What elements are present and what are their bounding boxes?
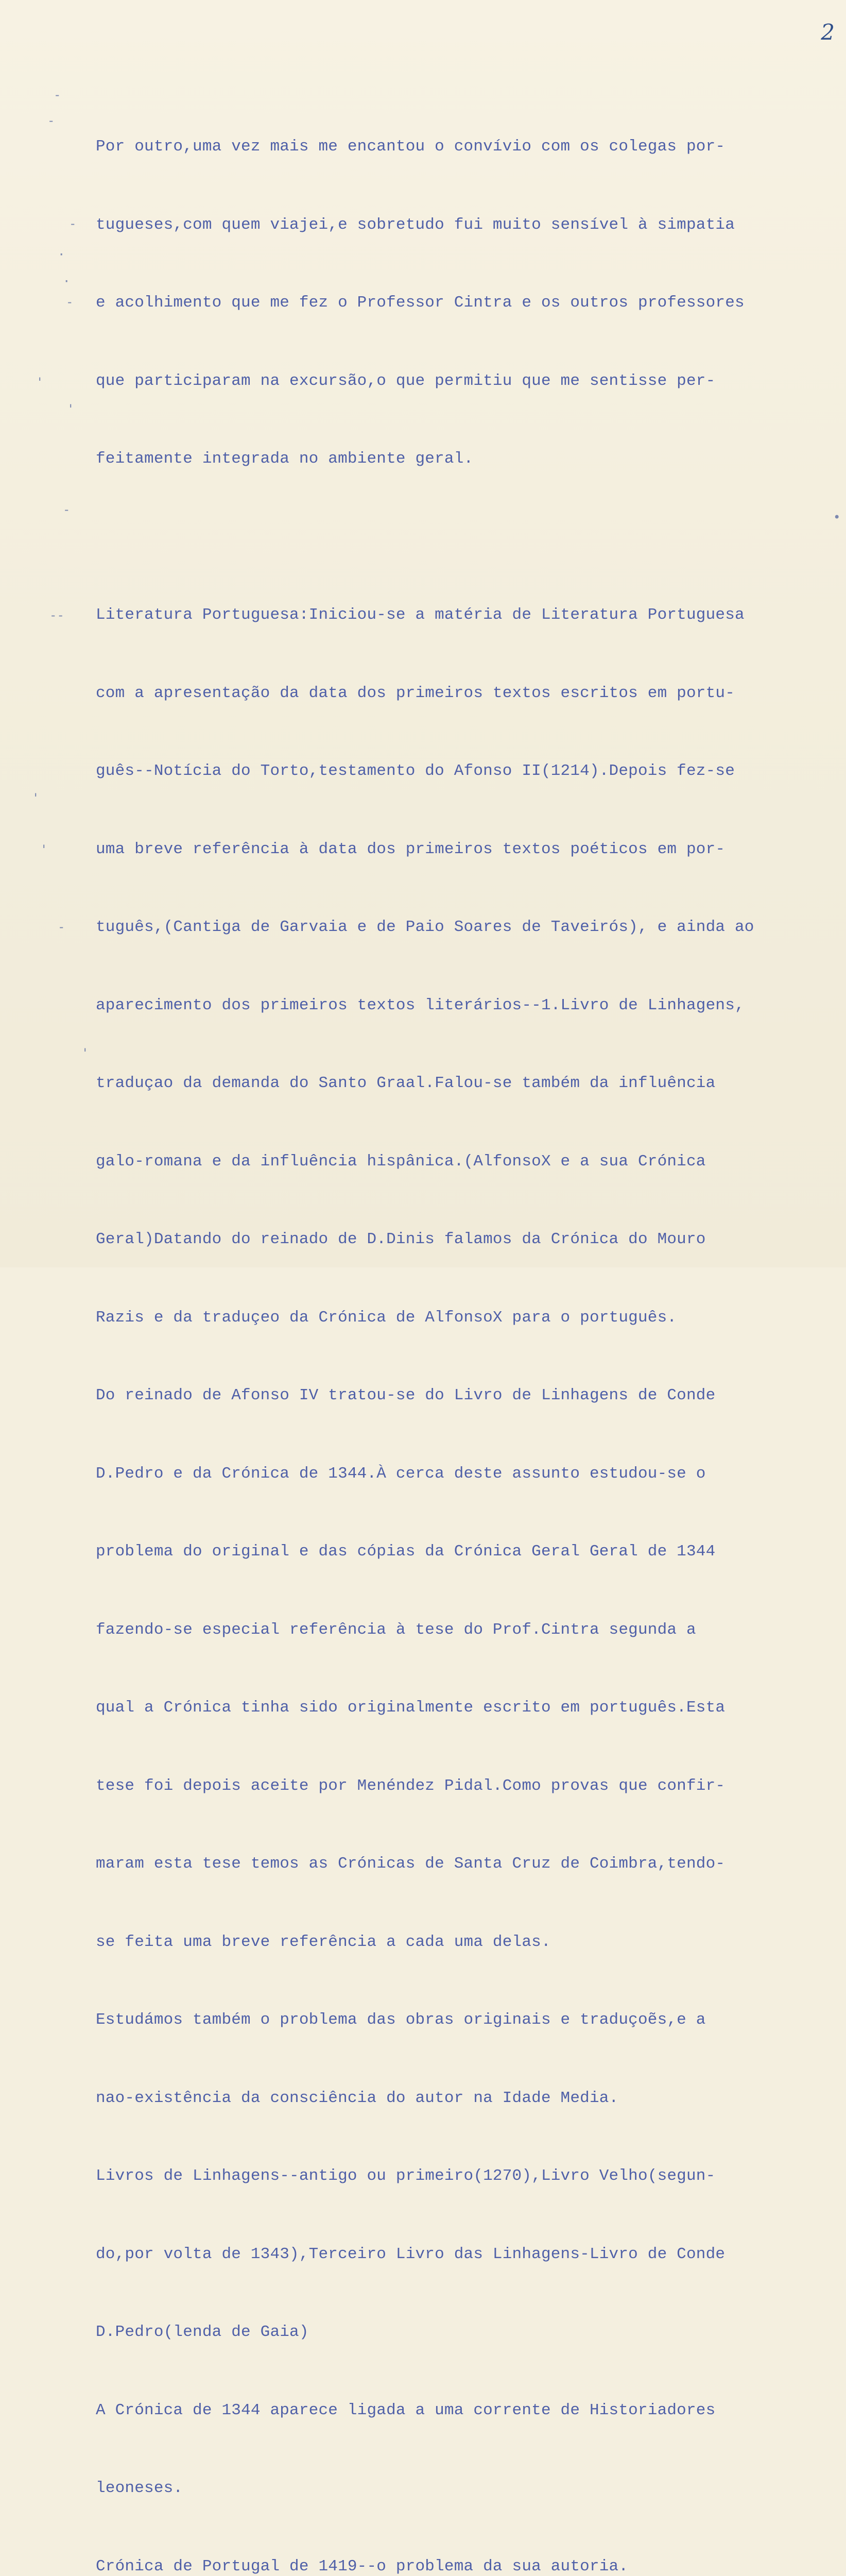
margin-dash: - bbox=[66, 295, 73, 309]
text-line: aparecimento dos primeiros textos literários--1.Livro de Linhagens, bbox=[96, 993, 806, 1019]
text-line: qual a Crónica tinha sido originalmente escrito em português.Esta bbox=[96, 1695, 806, 1721]
text-line: se feita uma breve referência a cada uma delas. bbox=[96, 1929, 806, 1956]
margin-dot: ' bbox=[81, 1046, 89, 1060]
text-line: Do reinado de Afonso IV tratou-se do Livro de Linhagens de Conde bbox=[96, 1383, 806, 1409]
text-line: D.Pedro(lenda de Gaia) bbox=[96, 2319, 806, 2346]
margin-dot: ' bbox=[36, 375, 43, 389]
document-page bbox=[0, 0, 846, 1267]
margin-dash: - bbox=[63, 502, 70, 517]
typed-text bbox=[96, 82, 806, 2576]
text-line: maram esta tese temos as Crónicas de Santa Cruz de Coimbra,tendo- bbox=[96, 1851, 806, 1877]
margin-dot: · bbox=[63, 274, 70, 289]
text-line: Razis e da traduçeo da Crónica de AlfonsoX para o português. bbox=[96, 1305, 806, 1331]
text-line: Geral)Datando do reinado de D.Dinis falamos da Crónica do Mouro bbox=[96, 1227, 806, 1253]
text-line: galo-romana e da influência hispânica.(AlfonsoX e a sua Crónica bbox=[96, 1149, 806, 1175]
text-line: tese foi depois aceite por Menéndez Pidal.Como provas que confir- bbox=[96, 1773, 806, 1800]
text-line: fazendo-se especial referência à tese do Prof.Cintra segunda a bbox=[96, 1617, 806, 1643]
text-line: Crónica de Portugal de 1419--o problema da sua autoria. bbox=[96, 2554, 806, 2576]
text-line: D.Pedro e da Crónica de 1344.À cerca deste assunto estudou-se o bbox=[96, 1461, 806, 1487]
text-line: tuguês,(Cantiga de Garvaia e de Paio Soares de Taveirós), e ainda ao bbox=[96, 914, 806, 941]
margin-dash: - bbox=[69, 216, 76, 231]
text-line: e acolhimento que me fez o Professor Cintra e os outros professores bbox=[96, 290, 806, 316]
text-line: uma breve referência à data dos primeiros textos poéticos em por- bbox=[96, 837, 806, 863]
text-line: traduçao da demanda do Santo Graal.Falou-se também da influência bbox=[96, 1071, 806, 1097]
margin-dot: • bbox=[833, 510, 840, 524]
margin-dash: - bbox=[54, 88, 61, 102]
text-line: que participaram na excursão,o que permitiu que me sentisse per- bbox=[96, 368, 806, 395]
text-line bbox=[96, 524, 806, 551]
margin-dot: ' bbox=[32, 791, 39, 805]
margin-dash: - bbox=[58, 920, 65, 934]
margin-dot: ' bbox=[40, 842, 47, 857]
margin-dash: - bbox=[47, 113, 55, 128]
text-line: Literatura Portuguesa:Iniciou-se a matéria de Literatura Portuguesa bbox=[96, 602, 806, 629]
margin-dash: -- bbox=[49, 608, 64, 622]
text-line: guês--Notícia do Torto,testamento do Afonso II(1214).Depois fez-se bbox=[96, 758, 806, 785]
margin-dot: ' bbox=[67, 402, 74, 416]
text-line: feitamente integrada no ambiente geral. bbox=[96, 446, 806, 472]
text-line: com a apresentação da data dos primeiros textos escritos em portu- bbox=[96, 681, 806, 707]
page-number: 2 bbox=[821, 20, 835, 45]
margin-dot: · bbox=[58, 247, 65, 262]
text-line: Por outro,uma vez mais me encantou o convívio com os colegas por- bbox=[96, 134, 806, 160]
text-line: Livros de Linhagens--antigo ou primeiro(1270),Livro Velho(segun- bbox=[96, 2163, 806, 2190]
text-line: leoneses. bbox=[96, 2476, 806, 2502]
text-line: A Crónica de 1344 aparece ligada a uma corrente de Historiadores bbox=[96, 2398, 806, 2424]
text-line: do,por volta de 1343),Terceiro Livro das Linhagens-Livro de Conde bbox=[96, 2242, 806, 2268]
text-line: tugueses,com quem viajei,e sobretudo fui muito sensível à simpatia bbox=[96, 212, 806, 239]
text-line: problema do original e das cópias da Crónica Geral Geral de 1344 bbox=[96, 1539, 806, 1565]
text-line: Estudámos também o problema das obras originais e traduçoẽs,e a bbox=[96, 2007, 806, 2033]
text-line: nao-existência da consciência do autor na Idade Media. bbox=[96, 2086, 806, 2112]
